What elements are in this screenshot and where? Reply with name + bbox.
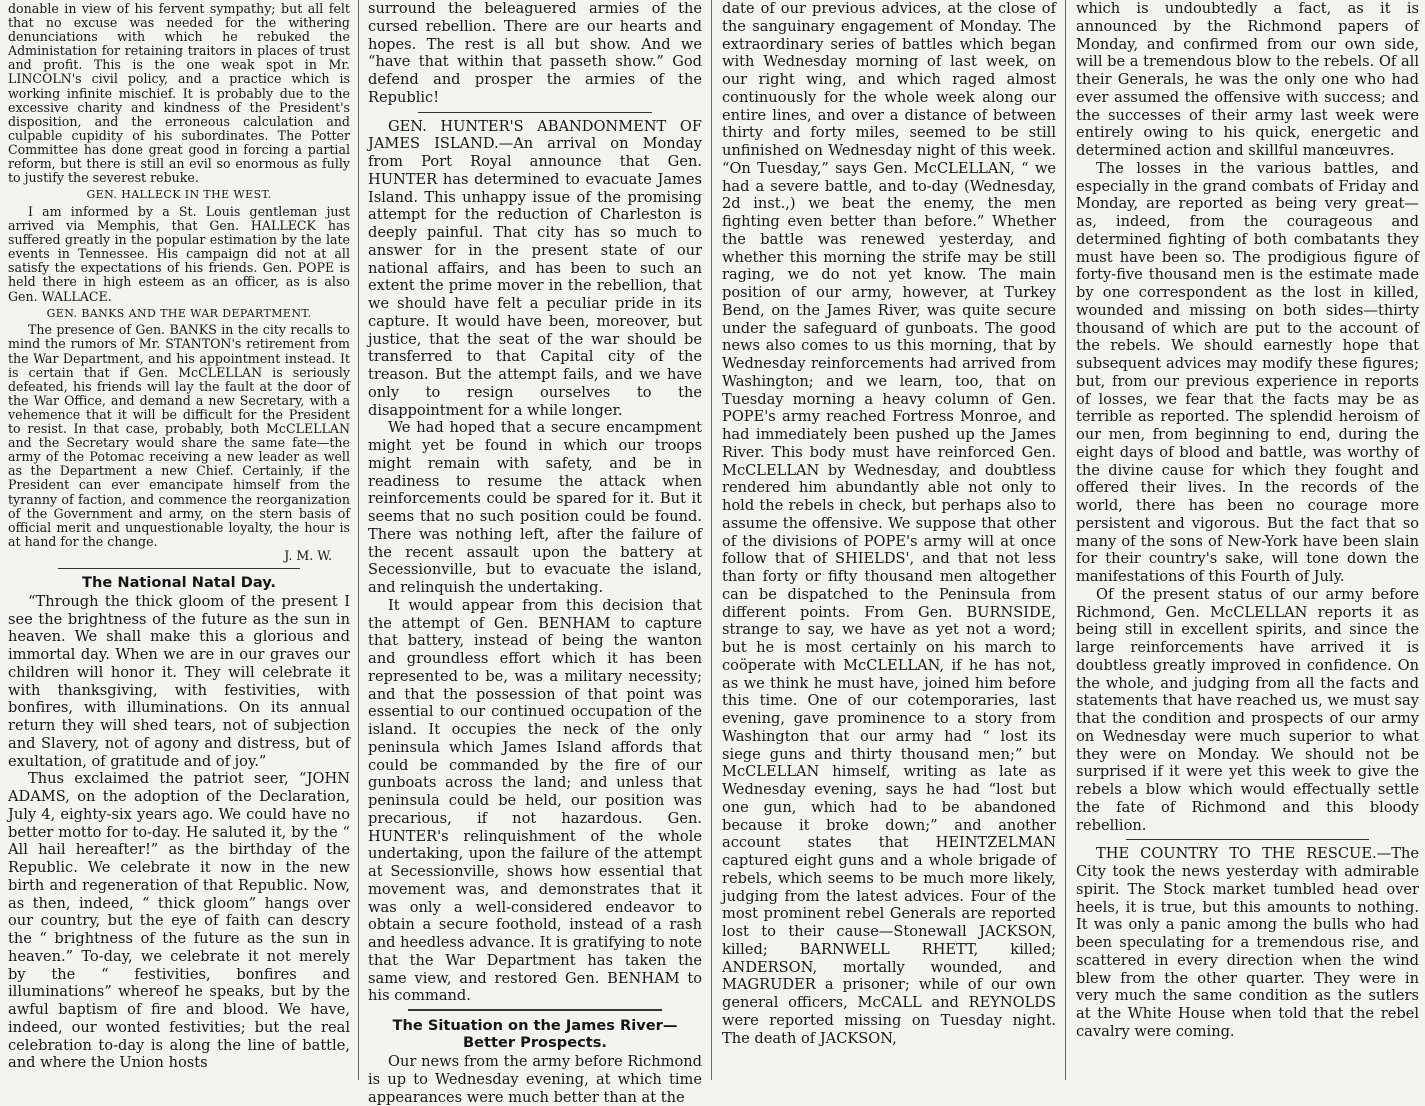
continuation-paragraph: surround the beleaguered armies of the cursed rebellion. There are our hearts and hopes. The rest is all but show. And we “have that within that passeth show.” God defend and prosper the armies of the Republic! — [368, 0, 702, 106]
divider — [58, 568, 300, 569]
losses-paragraph: The losses in the various battles, and especially in the grand combats of Friday and Monday, are reported as being very great—as, indeed, from the courageous and determined fighting of both combatants they must have been so. The prodigious figure of forty-five thousand men is the estimate made by one correspondent as the lost in killed, wounded and missing on both sides—thirty thousand of which are put to the account of the rebels. We should earnestly hope that subsequent advices may modify these figures; but, from our previous experience in reports of losses, we fear that the facts may be as terrible as reported. The splendid heroism of our men, from beginning to end, during the eight days of blood and battle, was worthy of the divine cause for which they fought and offered their lives. In the records of the world, there has been no courage more persistent and vigorous. But the fact that so many of the sons of New-York have been slain for their country's sake, will tone down the manifestations of this Fourth of July. — [1076, 159, 1419, 585]
signature: J. M. W. — [284, 547, 332, 563]
column-1 — [0, 0, 356, 1080]
subheading-banks: GEN. BANKS AND THE WAR DEPARTMENT. — [46, 306, 312, 320]
hunter-paragraph-1: —An arrival on Monday from Port Royal announce that Gen. HUNTER has determined to evacuate James Island. This unhappy issue of the promising attempt for the reduction of Charleston is deeply painful. That city has so much to answer for in the present state of our national affairs, and has been to such an extent the prime mover in the rebellion, that we should have felt a peculiar pride in its capture. It would have been, moreover, but justice, that the seat of the war should be transferred to that Capital city of the treason. But the attempt fails, and we have only to resign ourselves to the disappointment for a while longer. — [368, 135, 702, 419]
divider — [408, 1009, 662, 1011]
column-2 — [362, 0, 708, 1106]
james-river-paragraph: Our news from the army before Richmond is up to Wednesday evening, at which time appearances were much better than at the — [368, 1053, 702, 1106]
adams-quote-paragraph: “Through the thick gloom of the present I see the brightness of the future as the sun in heaven. We shall make this a glorious and immortal day. When we are in our graves our children will honor it. They will celebrate it with thanksgiving, with festivities, with bonfires, with illuminations. On its annual return they will shed tears, not of subjection and Slavery, not of agony and distress, but of exultation, of gratitude and of joy.” — [8, 592, 350, 770]
headline-james-river: The Situation on the James River—Better Prospects. — [392, 1017, 678, 1051]
headline-national-natal-day: The National Natal Day. — [82, 573, 276, 591]
column-3 — [716, 0, 1062, 1080]
column-4 — [1070, 0, 1425, 1080]
hunter-article — [368, 118, 702, 420]
hunter-paragraph-2: We had hoped that a secure encampment might yet be found in which our troops might remain with safety, and be in readiness to resume the attack when reinforcements could be spared for it. But it seems that no such position could be found. There was nothing left, after the failure of the recent assault upon the battery at Secessionville, but to evacuate the island, and relinquish the undertaking. — [368, 419, 702, 596]
halleck-paragraph: I am informed by a St. Louis gentleman just arrived via Memphis, that Gen. HALLECK has suffered greatly in the popular estimation by the late events in Tennessee. His campaign did not at all satisfy the expectations of his friends. Gen. POPE is held there in high esteem as an officer, as is also Gen. WALLACE. — [8, 203, 350, 304]
hunter-lead-title: GEN. HUNTER'S ABANDONMENT OF JAMES ISLAND. — [368, 117, 702, 153]
column-rule — [358, 0, 359, 1080]
rescue-paragraph: —The City took the news yesterday with admirable spirit. The Stock market tumbled head over heels, it is true, but this amounts to nothing. It was only a panic among the bulls who had been speculating for a tremendous rise, and scattered in every direction when the wind blew from the other quarter. They were in very much the same condition as the sutlers at the White House when told that the rebel cavalry were coming. — [1076, 845, 1419, 1040]
column-rule — [1065, 0, 1066, 1080]
banks-paragraph: The presence of Gen. BANKS in the city recalls to mind the rumors of Mr. STANTON's retirement from the War Department, and his appointment instead. It is certain that if Gen. McCLELLAN is seriously defeated, his friends will lay the fault at the door of the War Office, and demand a new Secretary, with a vehemence that it will be difficult for the President to resist. In that case, probably, both McCLELLAN and the Secretary would share the same fate—the army of the Potomac receiving a new leader as well as the Department a new Chief. Certainly, if the President can ever emancipate himself from the tyranny of faction, and commence the reorganization of the Government and army, on the stern basis of official merit and unquestionable loyalty, the hour is at hand for the change. — [8, 322, 350, 549]
editorial-opening-paragraph: donable in view of his fervent sympathy; but all felt that no excuse was needed for the withering denunciations with which he rebuked the Administation for retaining traitors in places of trust and profit. This is the one weak spot in Mr. LINCOLN's civil policy, and a practice which is working infinite mischief. It is probably due to the excessive charity and kindness of the President's disposition, and the erroneous calculation and culpable cupidity of his subordinates. The Potter Committee has done great good in forcing a partial reform, but there is still an evil so enormous as fully to justify the severest rebuke. — [8, 1, 350, 186]
divider — [418, 112, 652, 113]
hunter-paragraph-3: It would appear from this decision that the attempt of Gen. BENHAM to capture that battery, instead of being the wanton and groundless effort which it has been represented to be, was a military necessity; and that the possession of that point was essential to our continued occupation of the island. It occupies the neck of the only peninsula which James Island affords that could be commanded by the fire of our gunboats across the land; and unless that peninsula could be held, our position was precarious, if not hazardous. Gen. HUNTER's relinquishment of the whole undertaking, upon the failure of the attempt at Secessionville, shows how essential that movement was, and demonstrates that it was only a well-considered endeavor to obtain a secure foothold, instead of a rash and heedless advance. It is gratifying to note that the War Department has taken the same view, and restored Gen. BENHAM to his command. — [368, 596, 702, 1005]
jackson-paragraph: which is undoubtedly a fact, as it is announced by the Richmond papers of Monday, and confirmed from our own side, will be a tremendous blow to the rebels. Of all their Generals, he was the only one who had ever assumed the offensive with success; and the successes of their army last week were entirely owing to his quick, energetic and determined action and skillful manœuvres. — [1076, 0, 1419, 159]
james-river-continued-paragraph: date of our previous advices, at the close of the sanguinary engagement of Monday. The extraordinary series of battles which began with Wednesday morning of last week, on our right wing, and which raged almost continuously for the whole week along our entire lines, and over a distance of between thirty and forty miles, seemed to be still unfinished on Wednesday night of this week. “On Tuesday,” says Gen. McCLELLAN, “ we had a severe battle, and to-day (Wednesday, 2d inst.,) we beat the enemy, the men fighting even better than before.” Whether the battle was renewed yesterday, and whether this morning the strife may be still raging, we do not yet know. The main position of our army, however, at Turkey Bend, on the James River, was quite secure under the safeguard of gunboats. The good news also comes to us this morning, that by Wednesday reinforcements had arrived from Washington; and we learn, too, that on Tuesday morning a heavy column of Gen. POPE's army reached Fortress Monroe, and had immediately been pushed up the James River. This body must have reinforced Gen. McCLELLAN by Wednesday, and doubtless rendered him abundantly able not only to hold the rebels in check, but perhaps also to assume the offensive. We suppose that other of the divisions of POPE's army will at once follow that of SHIELDS', and that not less than forty or fifty thousand men altogether can be dispatched to the Peninsula from different points. From Gen. BURNSIDE, strange to say, we have as yet not a word; but he is most certainly on his march to coöperate with McCLELLAN, if he has not, as we think he must have, joined him before this time. One of our cotemporaries, last evening, gave prominence to a story from Washington that our army had “ lost its siege guns and thirty thousand men;” but McCLELLAN himself, writing as late as Wednesday evening, says he had “lost but one gun, which had to be abandoned because it broke down;” and another account states that HEINTZELMAN captured eight guns and a whole brigade of rebels, which seems to be much more likely, judging from the latest advices. Four of the most prominent rebel Generals are reported lost to their cause—Stonewall JACKSON, killed; BARNWELL RHETT, killed; ANDERSON, mortally wounded, and MAGRUDER a prisoner; while of our own general officers, McCALL and REYNOLDS were reported missing on Tuesday night. The death of JACKSON, — [722, 0, 1056, 1047]
subheading-halleck: GEN. HALLECK IN THE WEST. — [86, 188, 272, 202]
rescue-lead-title: THE COUNTRY TO THE RESCUE. — [1096, 845, 1377, 863]
natal-day-paragraph: Thus exclaimed the patriot seer, “JOHN ADAMS, on the adoption of the Declaration, July 4, eighty-six years ago. We could have no better motto for to-day. He saluted it, by the “ All hail hereafter!” as the birthday of the Republic. We celebrate it now in the new birth and regeneration of that Republic. Now, as then, indeed, “ thick gloom” hangs over our country, but the eye of faith can descry the “ brightness of the future as the sun in heaven.” To-day, we celebrate it not merely by the “ festivities, bonfires and illuminations” whereof he speaks, but by the awful baptism of fire and blood. We have, indeed, our wonted festivities; but the real celebration to-day is along the line of battle, and where the Union hosts — [8, 770, 350, 1072]
divider — [1126, 839, 1369, 840]
column-rule — [711, 0, 712, 1080]
rescue-article — [1076, 845, 1419, 1040]
status-paragraph: Of the present status of our army before Richmond, Gen. McCLELLAN reports it as being still in excellent spirits, and since the large reinforcements have arrived it is doubtless greatly improved in confidence. On the whole, and judging from all the facts and statements that have reached us, we must say that the condition and prospects of our army on Wednesday were much superior to what they were on Monday. We should not be surprised if it were yet this week to give the rebels a blow which would effectually settle the fate of Richmond and this bloody rebellion. — [1076, 585, 1419, 834]
